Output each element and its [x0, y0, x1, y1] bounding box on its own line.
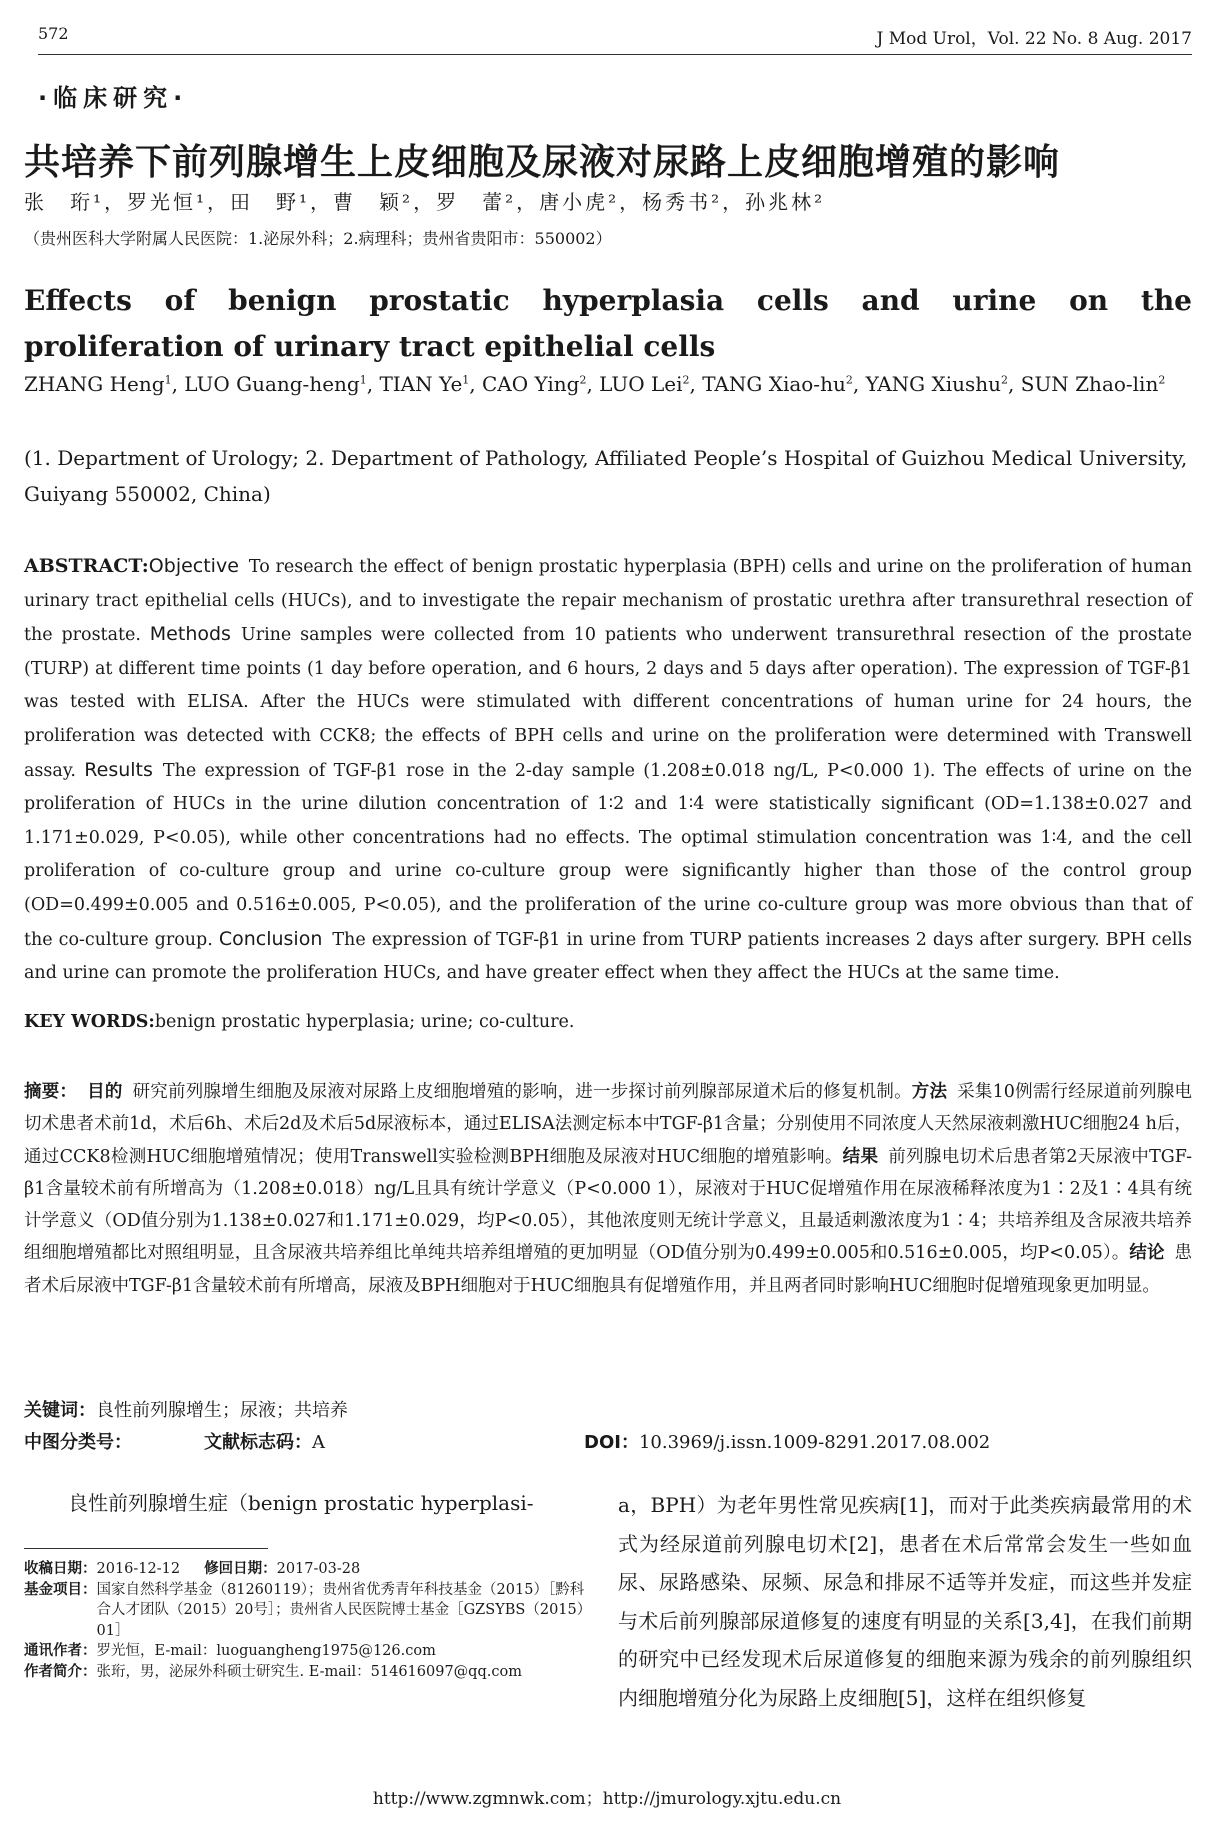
footnote-author	[24, 1662, 594, 1683]
section-label: ·临床研究·	[38, 84, 189, 112]
methods-text: Urine samples were collected from 10 patients who underwent transurethral resection of the prostate (TURP) at different time points (1 day before operation, and 6 hours, 2 days and 5 days after operation). The expression of TGF-β1 was tested with ELISA. After the HUCs were stimulated with different concentrations of human urine for 24 hours, the proliferation was detected with CCK8; the effects of BPH cells and urine on the proliferation were determined with Transwell assay.	[24, 625, 1192, 781]
doi	[584, 1428, 990, 1454]
title-english: Effects of benign prostatic hyperplasia cells and urine on the proliferation of urinary tract epithelial cells	[24, 284, 1192, 363]
doc-code-value: A	[312, 1432, 325, 1453]
results-cn-text: 前列腺电切术后患者第2天尿液中TGF-β1含量较术前有所增高为（1.208±0.018）ng/L且具有统计学意义（P<0.000 1），尿液对于HUC促增殖作用在尿液稀释浓度为1∶2及1∶4具有统计学意义（OD值分别为1.138±0.027和1.171±0.029，均P<0.05），其他浓度则无统计学意义，且最适刺激浓度为1∶4；共培养组及含尿液共培养组细胞增殖都比对照组明显，且含尿液共培养组比单纯共培养组增殖的更加明显（OD值分别为0.499±0.005和0.516±0.005，均P<0.05）。	[24, 1146, 1192, 1264]
author-name: LUO Guang-heng	[184, 372, 360, 396]
authors-chinese: 张 珩¹，罗光恒¹，田 野¹，曹 颖²，罗 蕾²，唐小虎²，杨秀书²，孙兆林²	[24, 190, 826, 214]
conclusion-label: Conclusion	[218, 927, 323, 950]
left-column	[24, 1486, 594, 1682]
affiliation-mark: 2	[579, 373, 587, 387]
objective-label: Objective	[148, 555, 239, 577]
doi-value: 10.3969/j.issn.1009-8291.2017.08.002	[638, 1432, 991, 1453]
objective-cn-text: 研究前列腺增生细胞及尿液对尿路上皮细胞增殖的影响，进一步探讨前列腺部尿道术后的修复机制。	[132, 1082, 912, 1102]
title-chinese: 共培养下前列腺增生上皮细胞及尿液对尿路上皮细胞增殖的影响	[24, 142, 1061, 183]
keywords-cn-text: 良性前列腺增生；尿液；共培养	[96, 1400, 348, 1421]
author-name: TANG Xiao-hu	[702, 372, 846, 396]
author-bio-text: 张珩，男，泌尿外科硕士研究生. E-mail：514616097@qq.com	[96, 1663, 522, 1680]
footnote-fund	[24, 1580, 594, 1642]
intro-paragraph-start: 良性前列腺增生症（benign prostatic hyperplasi-	[68, 1491, 534, 1515]
conclusion-cn-text: 患者术后尿液中TGF-β1含量较术前有所增高，尿液及BPH细胞对于HUC细胞具有促增殖作用，并且两者同时影响HUC细胞时促增殖现象更加明显。	[24, 1243, 1193, 1296]
author-name: CAO Ying	[482, 372, 580, 396]
results-text: The expression of TGF-β1 rose in the 2-day sample (1.208±0.018 ng/L, P<0.000 1). The effects of urine on the proliferation of HUCs in the urine dilution concentration of 1∶2 and 1∶4 were statistically significant (OD=1.138±0.027 and 1.171±0.029, P<0.05), while other concentrations had no effects. The optimal stimulation concentration was 1∶4, and the cell proliferation of co-culture group and urine co-culture group were significantly higher than those of the control group (OD=0.499±0.005 and 0.516±0.005, P<0.05), and the proliferation of the urine co-culture group was more obvious than that of the co-culture group.	[24, 760, 1192, 950]
page-number: 572	[38, 24, 69, 43]
keywords-cn-label: 关键词：	[24, 1400, 96, 1421]
author-name: SUN Zhao-lin	[1020, 372, 1159, 396]
affiliation-mark: 1	[164, 373, 172, 387]
author-name: YANG Xiushu	[865, 372, 1002, 396]
doi-label: DOI：	[584, 1432, 639, 1453]
abstract-label: ABSTRACT:	[24, 555, 149, 577]
affiliation-chinese: （贵州医科大学附属人民医院：1.泌尿外科；2.病理科；贵州省贵阳市：550002）	[24, 229, 612, 248]
footer-urls: http://www.zgmnwk.com；http://jmurology.xjtu.edu.cn	[372, 1789, 842, 1809]
conclusion-text: The expression of TGF-β1 in urine from TURP patients increases 2 days after surgery. BPH cells and urine can promote the proliferation HUCs, and have greater effect when they affect the HUCs at the same time.	[24, 929, 1192, 984]
document-code	[204, 1428, 325, 1454]
author-name: TIAN Ye	[379, 372, 463, 396]
corresponding-label: 通讯作者：	[24, 1643, 97, 1659]
author-name: LUO Lei	[599, 372, 683, 396]
revised-label: 修回日期：	[204, 1561, 277, 1577]
fund-text: 国家自然科学基金（81260119）；贵州省优秀青年科技基金（2015）［黔科合人才团队（2015）20号］；贵州省人民医院博士基金［GZSYBS（2015）01］	[96, 1581, 592, 1639]
methods-cn-label: 方法	[911, 1082, 948, 1102]
methods-cn-text: 采集10例需行经尿道前列腺电切术患者术前1d，术后6h、术后2d及术后5d尿液标本，通过ELISA法测定标本中TGF-β1含量；分别使用不同浓度人天然尿液刺激HUC细胞24 h后，通过CCK8检测HUC细胞增殖情况；使用Transwell实验检测BPH细胞及尿液对HUC细胞的增殖影响。	[24, 1082, 1193, 1167]
abstract-english	[24, 550, 1192, 991]
keywords-chinese	[24, 1396, 348, 1422]
affiliation-mark: 1	[359, 373, 367, 387]
corresponding-text: 罗光恒，E-mail：luoguangheng1975@126.com	[96, 1643, 436, 1659]
clc-label: 中图分类号：	[24, 1432, 132, 1453]
objective-cn-label: 目的	[87, 1082, 123, 1102]
footnote-dates	[24, 1559, 594, 1580]
keywords-text: benign prostatic hyperplasia; urine; co-culture.	[154, 1012, 575, 1032]
methods-label: Methods	[149, 623, 231, 646]
author-name: ZHANG Heng	[24, 372, 165, 396]
keywords-label: KEY WORDS:	[24, 1012, 155, 1032]
affiliation-english: (1. Department of Urology; 2. Department of Pathology, Affiliated People’s Hospital of Guizhou Medical University, Guiyang 550002, China)	[24, 446, 1188, 506]
objective-text: To research the effect of benign prostatic hyperplasia (BPH) cells and urine on the proliferation of human urinary tract epithelial cells (HUCs), and to investigate the repair mechanism of prostatic urethra after transurethral resection of the prostate.	[24, 557, 1192, 646]
results-label: Results	[84, 758, 153, 781]
footnotes	[24, 1559, 594, 1682]
footnote-divider	[24, 1548, 268, 1549]
conclusion-cn-label: 结论	[1129, 1243, 1165, 1264]
abstract-chinese	[24, 1076, 1192, 1302]
footnote-corresponding	[24, 1641, 594, 1662]
affiliation-mark: 2	[1158, 373, 1166, 387]
doc-code-label: 文献标志码：	[204, 1432, 312, 1453]
clc-number	[24, 1428, 132, 1454]
affiliation-mark: 2	[1001, 373, 1009, 387]
received-label: 收稿日期：	[24, 1561, 97, 1577]
revised-date: 2017-03-28	[276, 1561, 361, 1577]
results-cn-label: 结果	[842, 1146, 879, 1167]
right-column: a，BPH）为老年男性常见疾病[1]，而对于此类疾病最常用的术式为经尿道前列腺电切术[2]，患者在术后常常会发生一些如血尿、尿路感染、尿频、尿急和排尿不适等并发症，而这些并发症与术后前列腺部尿道修复的速度有明显的关系[3,4]，在我们前期的研究中已经发现术后尿道修复的细胞来源为残余的前列腺组织内细胞增殖分化为尿路上皮细胞[5]，这样在组织修复	[618, 1493, 1192, 1710]
affiliation-mark: 1	[462, 373, 470, 387]
authors-english: ZHANG Heng$^1$, LUO Guang-heng$^1$, TIAN Ye$^1$, CAO Ying$^2$, LUO Lei$^2$, TANG Xiao-$hu^2$, YANG Xiushu$^2$, SUN Zhao-lin$^2$	[24, 372, 1166, 396]
fund-label: 基金项目：	[24, 1581, 97, 1598]
affiliation-mark: 2	[845, 373, 853, 387]
affiliation-mark: 2	[682, 373, 690, 387]
received-date: 2016-12-12	[96, 1561, 181, 1577]
running-header	[38, 22, 1192, 55]
abstract-cn-label: 摘要：	[24, 1082, 78, 1102]
journal-citation: J Mod Urol，Vol. 22 No. 8 Aug. 2017	[876, 29, 1192, 49]
author-bio-label: 作者简介：	[24, 1663, 97, 1680]
keywords-english	[24, 1012, 1192, 1032]
